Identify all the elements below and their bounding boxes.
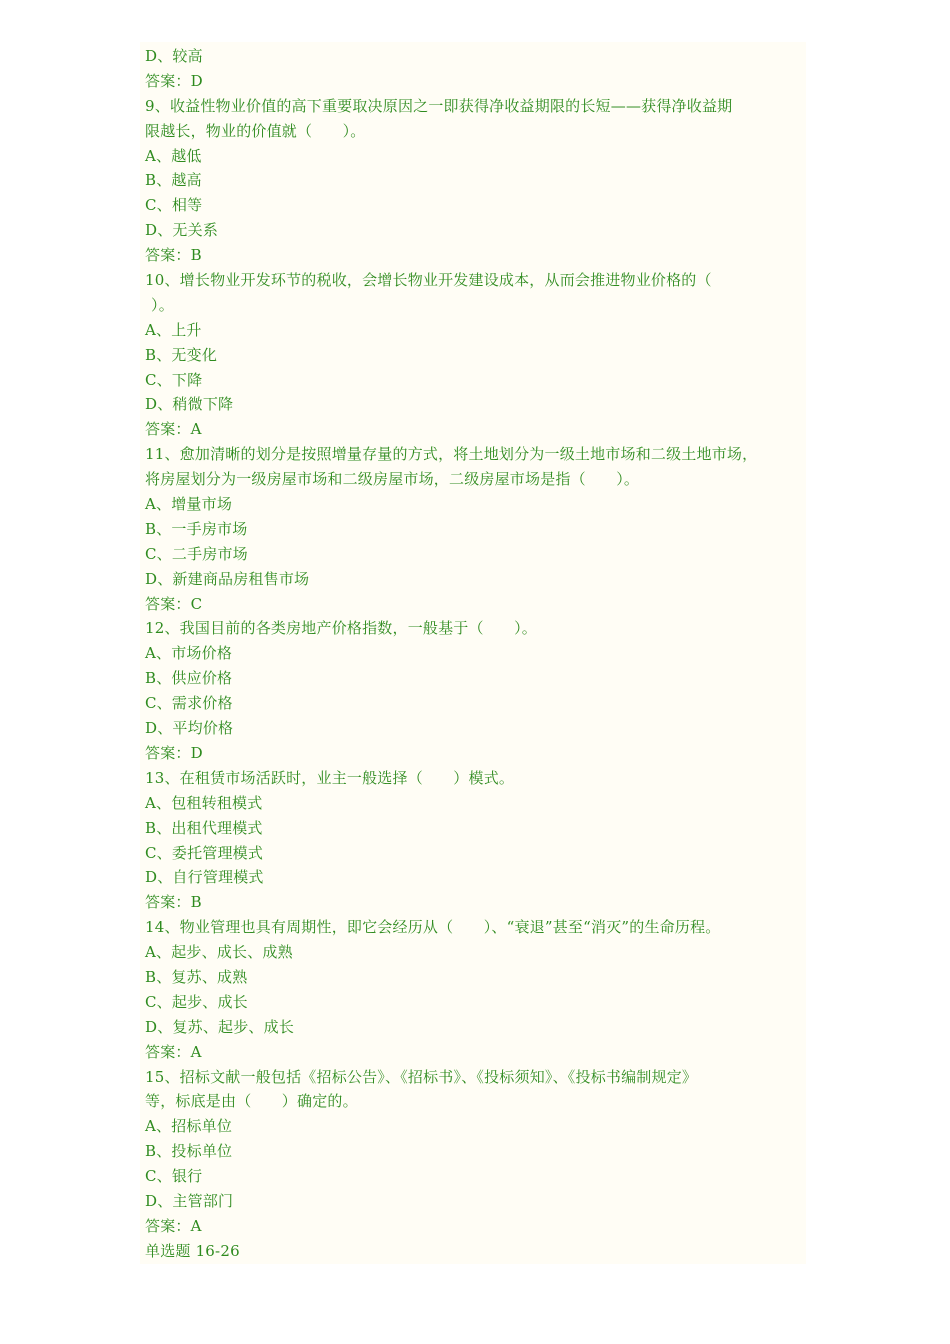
q15-option-d: D、主管部门 bbox=[145, 1191, 234, 1210]
answer-10: 答案：A bbox=[145, 420, 202, 439]
q12-option-d: D、平均价格 bbox=[145, 719, 234, 738]
q12-option-c: C、需求价格 bbox=[145, 694, 233, 713]
question-14: 14、物业管理也具有周期性，即它会经历从（ ）、“衰退”甚至“消灭”的生命历程。 bbox=[145, 918, 721, 937]
question-11-cont: 将房屋划分为一级房屋市场和二级房屋市场，二级房屋市场是指（ ）。 bbox=[145, 470, 640, 489]
q13-option-c: C、委托管理模式 bbox=[145, 843, 264, 862]
question-12: 12、我国目前的各类房地产价格指数，一般基于（ ）。 bbox=[145, 619, 537, 638]
q9-option-c: C、相等 bbox=[145, 196, 203, 215]
question-10-cont: ）。 bbox=[151, 295, 174, 314]
q15-option-c: C、银行 bbox=[145, 1167, 203, 1186]
q11-option-b: B、一手房市场 bbox=[145, 519, 248, 538]
question-9-cont: 限越长，物业的价值就（ ）。 bbox=[145, 121, 366, 140]
q13-option-a: A、包租转租模式 bbox=[145, 793, 263, 812]
answer-9: 答案：B bbox=[145, 246, 202, 265]
q12-option-b: B、供应价格 bbox=[145, 669, 233, 688]
question-9: 9、收益性物业价值的高下重要取决原因之一即获得净收益期限的长短——获得净收益期 bbox=[145, 96, 733, 115]
q15-option-a: A、招标单位 bbox=[145, 1117, 233, 1136]
question-15-cont: 等，标底是由（ ）确定的。 bbox=[145, 1092, 358, 1111]
q10-option-d: D、稍微下降 bbox=[145, 395, 234, 414]
q11-option-a: A、增量市场 bbox=[145, 495, 233, 514]
q9-option-b: B、越高 bbox=[145, 171, 202, 190]
q9-option-d: D、无关系 bbox=[145, 221, 219, 240]
question-10: 10、增长物业开发环节的税收，会增长物业开发建设成本，从而会推进物业价格的（ bbox=[145, 271, 712, 290]
q11-option-c: C、二手房市场 bbox=[145, 544, 248, 563]
q14-option-c: C、起步、成长 bbox=[145, 992, 248, 1011]
answer-15: 答案：A bbox=[145, 1216, 202, 1235]
question-15: 15、招标文献一般包括《招标公告》、《招标书》、《投标须知》、《投标书编制规定》 bbox=[145, 1067, 698, 1086]
answer-14: 答案：A bbox=[145, 1042, 202, 1061]
q13-option-d: D、自行管理模式 bbox=[145, 868, 264, 887]
q15-option-b: B、投标单位 bbox=[145, 1142, 233, 1161]
q14-option-d: D、复苏、起步、成长 bbox=[145, 1017, 295, 1036]
q14-option-a: A、起步、成长、成熟 bbox=[145, 943, 293, 962]
q13-option-b: B、出租代理模式 bbox=[145, 818, 263, 837]
q10-option-b: B、无变化 bbox=[145, 345, 218, 364]
q11-option-d: D、新建商品房租售市场 bbox=[145, 569, 310, 588]
answer-11: 答案：C bbox=[145, 594, 203, 613]
q12-option-a: A、市场价格 bbox=[145, 644, 233, 663]
question-text-body bbox=[145, 44, 825, 1264]
answer-13: 答案：B bbox=[145, 893, 202, 912]
section-heading: 单选题 16-26 bbox=[145, 1241, 240, 1260]
q9-option-a: A、越低 bbox=[145, 146, 202, 165]
answer-8: 答案：D bbox=[145, 71, 203, 90]
option-d-prev: D、较高 bbox=[145, 47, 203, 65]
question-11: 11、愈加清晰的划分是按照增量存量的方式，将土地划分为一级土地市场和二级土地市场， bbox=[145, 445, 758, 464]
q14-option-b: B、复苏、成熟 bbox=[145, 967, 248, 986]
q10-option-c: C、下降 bbox=[145, 370, 203, 389]
question-13: 13、在租赁市场活跃时，业主一般选择（ ）模式。 bbox=[145, 768, 515, 787]
answer-12: 答案：D bbox=[145, 743, 203, 762]
q10-option-a: A、上升 bbox=[145, 320, 202, 339]
